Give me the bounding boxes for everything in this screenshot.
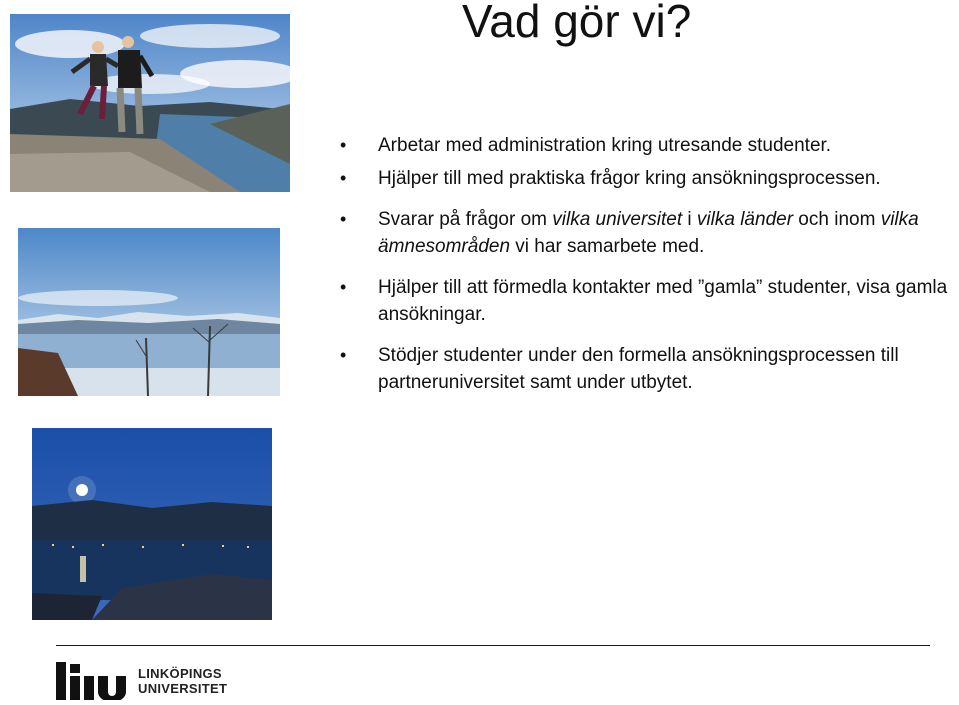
bullet-item (340, 274, 959, 328)
bullet-text: Arbetar med administration kring utresande studenter. (378, 135, 832, 156)
bullet-text: Hjälper till med praktiska frågor kring ansökningsprocessen. (378, 168, 881, 189)
logo-line-1: LINKÖPINGS (138, 666, 222, 681)
logo-line-2: UNIVERSITET (138, 681, 228, 696)
bullet-text: Stödjer studenter under den formella ansökningsprocessen till partneruniversitet samt under utbytet. (378, 345, 899, 393)
bullet-item (340, 132, 959, 159)
bullet-item (340, 342, 959, 396)
bullet-item (340, 165, 959, 192)
university-logo (56, 662, 227, 700)
bullet-list (340, 132, 959, 410)
slide-title: Vad gör vi? (462, 0, 692, 47)
bullet-text: och inom (793, 209, 881, 230)
bullet-text: i (682, 209, 697, 230)
footer-divider (56, 645, 930, 646)
bullet-text: Svarar på frågor om (378, 209, 553, 230)
bullet-emphasis: vilka universitet (552, 209, 683, 230)
bullet-text: Hjälper till att förmedla kontakter med ”gamla” studenter, visa gamla ansökningar. (378, 277, 948, 325)
logo-wordmark (138, 666, 227, 696)
photo-winter-lake (18, 228, 280, 396)
bullet-text: vi har samarbete med. (510, 236, 705, 257)
photo-night-harbor (32, 428, 272, 620)
liu-mark-icon (56, 662, 130, 700)
bullet-emphasis: vilka länder (696, 209, 794, 230)
photo-fjord-jumpers (10, 14, 290, 192)
bullet-emphasis: vilka ämnesområden (378, 209, 919, 257)
bullet-item (340, 206, 959, 260)
